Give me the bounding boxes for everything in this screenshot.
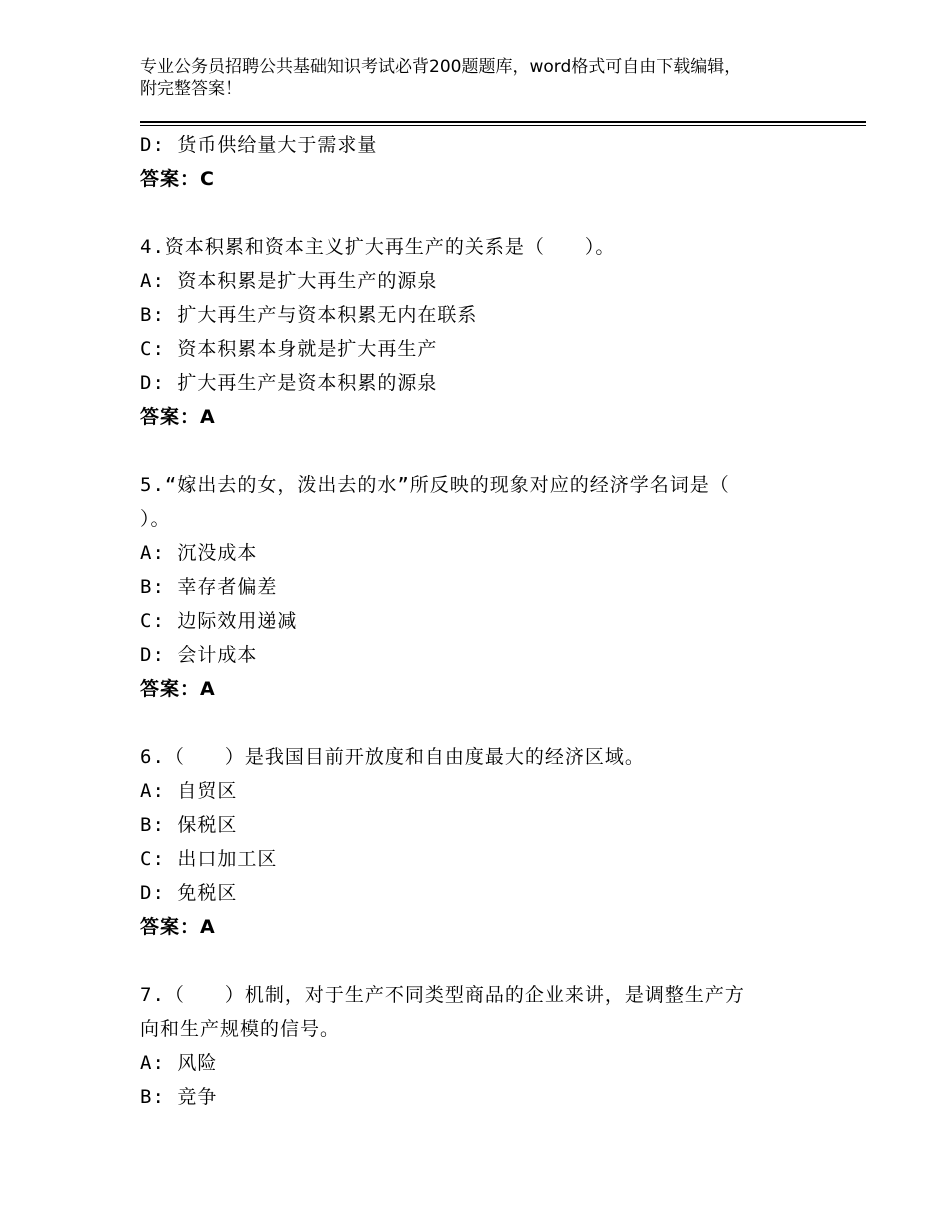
q5-option-c: C: 边际效用递减 — [140, 610, 298, 632]
header-divider-thick — [140, 121, 866, 123]
header-line-2: 附完整答案！ — [140, 79, 242, 99]
spacer — [140, 196, 820, 230]
q7-option-a: A: 风险 — [140, 1052, 218, 1074]
q4-option-c: C: 资本积累本身就是扩大再生产 — [140, 338, 438, 360]
q6-option-a: A: 自贸区 — [140, 780, 238, 802]
q4-option-a: A: 资本积累是扩大再生产的源泉 — [140, 270, 438, 292]
q7-stem-line-2: 向和生产规模的信号。 — [140, 1018, 341, 1040]
page-header — [140, 56, 840, 100]
question-content — [140, 128, 820, 1114]
spacer — [140, 434, 820, 468]
q6-option-b: B: 保税区 — [140, 814, 238, 836]
q7-option-b: B: 竞争 — [140, 1086, 218, 1108]
q4-option-d: D: 扩大再生产是资本积累的源泉 — [140, 372, 438, 394]
q3-answer: 答案：C — [140, 168, 215, 190]
q4-option-b: B: 扩大再生产与资本积累无内在联系 — [140, 304, 478, 326]
q4-stem: 4.资本积累和资本主义扩大再生产的关系是（ ）。 — [140, 236, 616, 258]
q4-answer: 答案：A — [140, 406, 216, 428]
header-line-1: 专业公务员招聘公共基础知识考试必背200题题库，word格式可自由下载编辑， — [140, 57, 742, 77]
header-divider-thin — [140, 125, 866, 126]
q7-stem-line-1: 7.（ ）机制，对于生产不同类型商品的企业来讲，是调整生产方 — [140, 984, 745, 1006]
q5-option-b: B: 幸存者偏差 — [140, 576, 278, 598]
q6-option-d: D: 免税区 — [140, 882, 238, 904]
q6-stem: 6.（ ）是我国目前开放度和自由度最大的经济区域。 — [140, 746, 645, 768]
q5-stem-line-1: 5.“嫁出去的女，泼出去的水”所反映的现象对应的经济学名词是（ — [140, 474, 730, 496]
q6-answer: 答案：A — [140, 916, 216, 938]
spacer — [140, 944, 820, 978]
q5-answer: 答案：A — [140, 678, 216, 700]
spacer — [140, 706, 820, 740]
q3-option-d: D: 货币供给量大于需求量 — [140, 134, 378, 156]
q6-option-c: C: 出口加工区 — [140, 848, 278, 870]
q5-stem-line-2: ）。 — [140, 508, 171, 530]
q5-option-d: D: 会计成本 — [140, 644, 258, 666]
q5-option-a: A: 沉没成本 — [140, 542, 258, 564]
